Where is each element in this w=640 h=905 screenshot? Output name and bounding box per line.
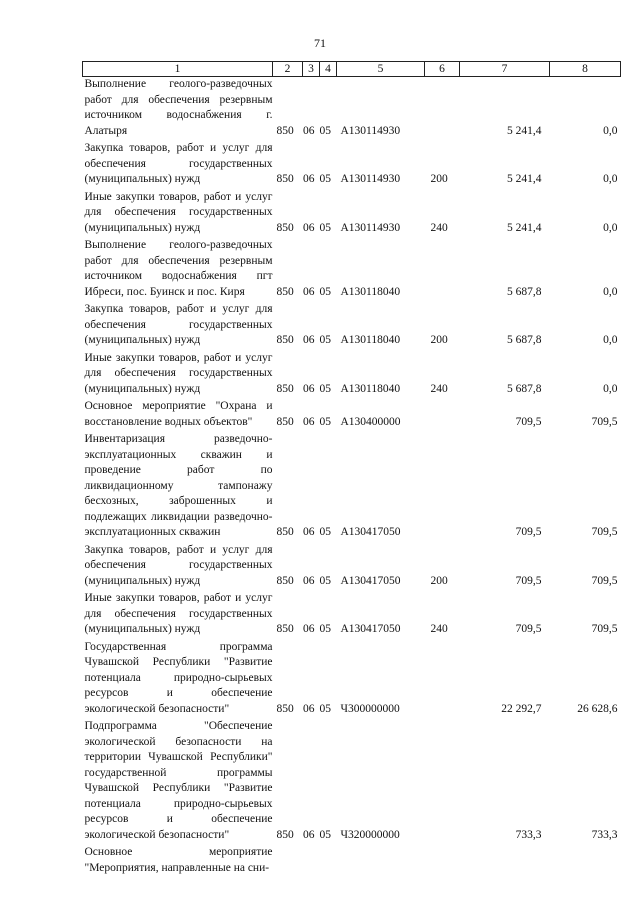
row-subsection: 05: [319, 221, 331, 234]
row-section: 06: [303, 702, 315, 715]
row-name: Закупка товаров, работ и услуг для обеспечения государственных (муниципальных) нужд: [84, 142, 273, 185]
table-row: [83, 845, 621, 878]
row-name: Иные закупки товаров, работ и услуг для обеспечения государственных (муниципальных) нужд: [84, 592, 273, 635]
row-amount-year-1: 5 241,4: [507, 173, 542, 185]
row-name: Закупка товаров, работ и услуг для обеспечения государственных (муниципальных) нужд: [84, 303, 273, 346]
row-subsection: [320, 845, 337, 878]
row-amount-year-2: 0,0: [603, 221, 618, 234]
row-subsection: 05: [319, 623, 331, 635]
page-number: 71: [314, 36, 326, 50]
table-row: [83, 302, 621, 351]
row-section: 06: [303, 124, 315, 137]
table-row: [83, 543, 621, 592]
row-section: 06: [303, 173, 315, 185]
row-amount-year-2: 0,0: [603, 173, 618, 185]
row-name: Иные закупки товаров, работ и услуг для обеспечения государственных (муниципальных) нужд: [84, 190, 273, 234]
row-grbs: 850: [276, 702, 294, 715]
row-amount-year-1: 5 687,8: [507, 334, 542, 346]
row-name: Иные закупки товаров, работ и услуг для обеспечения государственных (муниципальных) нужд: [84, 351, 273, 395]
table-row: [83, 141, 621, 190]
row-subsection: 05: [319, 124, 331, 137]
row-grbs: 850: [276, 574, 294, 587]
row-name: Основное мероприятие "Охрана и восстановление водных объектов": [84, 400, 273, 428]
row-expense-type: 200: [430, 173, 448, 185]
row-grbs: 850: [276, 623, 294, 635]
row-section: 06: [303, 221, 315, 234]
row-grbs: 850: [276, 173, 294, 185]
row-amount-year-2: [550, 845, 621, 878]
row-subsection: 05: [319, 382, 331, 395]
row-amount-year-1: [460, 845, 550, 878]
row-expense-type: 200: [430, 334, 448, 346]
row-section: 06: [303, 623, 315, 635]
row-expense-type: 240: [430, 623, 448, 635]
row-amount-year-1: 709,5: [515, 415, 542, 428]
header-row: [83, 62, 621, 77]
row-target-article: [337, 845, 425, 878]
row-amount-year-2: 26 628,6: [577, 702, 618, 715]
row-section: 06: [303, 828, 315, 841]
row-subsection: 05: [319, 526, 331, 538]
row-subsection: 05: [319, 334, 331, 346]
header-cell-3: 3: [303, 62, 320, 77]
row-expense-type: [425, 399, 460, 432]
row-amount-year-1: 709,5: [515, 526, 542, 538]
row-subsection: 05: [319, 415, 331, 428]
row-amount-year-2: 0,0: [603, 285, 618, 298]
row-section: [303, 845, 320, 878]
row-target-article: А130114930: [340, 124, 401, 137]
row-target-article: А130400000: [340, 415, 401, 428]
row-expense-type: 200: [430, 574, 448, 587]
row-expense-type: 240: [430, 382, 448, 395]
table-row: [83, 399, 621, 432]
row-target-article: А130114930: [340, 173, 401, 185]
row-target-article: Ч300000000: [340, 702, 400, 715]
table-row: [83, 77, 621, 142]
row-grbs: 850: [276, 221, 294, 234]
row-grbs: 850: [276, 124, 294, 137]
row-target-article: А130118040: [340, 285, 401, 298]
header-cell-6: 6: [425, 62, 460, 77]
row-name: Инвентаризация разведочно-эксплуатационных скважин и проведение работ по ликвидационному тампонажу бесхозных, заброшенных и подлежащих ликвидации разведочно-эксплуатационных скважин: [84, 433, 273, 538]
row-amount-year-1: 5 241,4: [507, 221, 542, 234]
header-cell-5: 5: [337, 62, 425, 77]
row-expense-type: [425, 719, 460, 845]
table-row: [83, 640, 621, 720]
row-subsection: 05: [319, 574, 331, 587]
row-amount-year-2: 709,5: [591, 415, 618, 428]
row-section: 06: [303, 526, 315, 538]
row-expense-type: [425, 432, 460, 543]
row-section: 06: [303, 334, 315, 346]
row-amount-year-2: 709,5: [591, 623, 618, 635]
row-section: 06: [303, 382, 315, 395]
row-section: 06: [303, 415, 315, 428]
row-name: Выполнение геолого-разведочных работ для обеспечения резервным источником водоснабжения г. Алатыря: [84, 78, 273, 137]
row-expense-type: [425, 640, 460, 720]
table-row: [83, 190, 621, 239]
row-subsection: 05: [319, 285, 331, 298]
row-grbs: 850: [276, 285, 294, 298]
header-cell-4: 4: [320, 62, 337, 77]
row-amount-year-1: 5 241,4: [507, 124, 542, 137]
row-target-article: Ч320000000: [340, 828, 400, 841]
table-body: [83, 77, 621, 879]
row-grbs: 850: [276, 828, 294, 841]
row-grbs: 850: [276, 415, 294, 428]
header-cell-7: 7: [460, 62, 550, 77]
row-grbs: 850: [276, 526, 294, 538]
header-cell-1: 1: [83, 62, 273, 77]
row-grbs: 850: [276, 382, 294, 395]
row-amount-year-2: 0,0: [603, 334, 618, 346]
table-row: [83, 591, 621, 640]
header-cell-8: 8: [550, 62, 621, 77]
budget-table: [82, 61, 621, 878]
table-row: [83, 432, 621, 543]
row-target-article: А130417050: [340, 623, 401, 635]
row-amount-year-2: 733,3: [591, 828, 618, 841]
row-name: Выполнение геолого-разведочных работ для обеспечения резервным источником водоснабжения пгт Ибреси, пос. Буинск и пос. Киря: [84, 239, 273, 298]
row-amount-year-2: 0,0: [603, 124, 618, 137]
row-subsection: 05: [319, 828, 331, 841]
row-target-article: А130114930: [340, 221, 401, 234]
row-subsection: 05: [319, 702, 331, 715]
row-target-article: А130417050: [340, 574, 401, 587]
row-name: Закупка товаров, работ и услуг для обеспечения государственных (муниципальных) нужд: [84, 543, 273, 587]
row-amount-year-1: 733,3: [515, 828, 542, 841]
row-amount-year-1: 709,5: [515, 574, 542, 587]
table-row: [83, 719, 621, 845]
row-name: Государственная программа Чувашской Республики "Развитие потенциала природно-сырьевых ресурсов и обеспечение экологической безопасности": [84, 640, 273, 715]
row-amount-year-1: 22 292,7: [501, 702, 542, 715]
row-grbs: 850: [276, 334, 294, 346]
row-amount-year-1: 5 687,8: [507, 382, 542, 395]
row-name: Основное мероприятие "Мероприятия, направленные на сни-: [84, 846, 273, 874]
table-header: [83, 62, 621, 77]
row-expense-type: [425, 77, 460, 142]
row-expense-type: 240: [430, 221, 448, 234]
row-grbs: [273, 845, 303, 878]
row-expense-type: [425, 845, 460, 878]
row-amount-year-1: 5 687,8: [507, 285, 542, 298]
row-section: 06: [303, 285, 315, 298]
row-subsection: 05: [319, 173, 331, 185]
row-amount-year-1: 709,5: [515, 623, 542, 635]
table-row: [83, 238, 621, 302]
row-name: Подпрограмма "Обеспечение экологической безопасности на территории Чувашской Республики" государственной программы Чувашской Республики "Развитие потенциала природно-сырьевых ресурсов и обеспечение экологической безопасности": [84, 720, 273, 841]
row-amount-year-2: 709,5: [591, 526, 618, 538]
row-amount-year-2: 0,0: [603, 382, 618, 395]
row-target-article: А130118040: [340, 334, 401, 346]
table-row: [83, 351, 621, 400]
header-cell-2: 2: [273, 62, 303, 77]
row-target-article: А130118040: [340, 382, 401, 395]
row-section: 06: [303, 574, 315, 587]
row-target-article: А130417050: [340, 526, 401, 538]
row-expense-type: [425, 238, 460, 302]
row-amount-year-2: 709,5: [591, 574, 618, 587]
